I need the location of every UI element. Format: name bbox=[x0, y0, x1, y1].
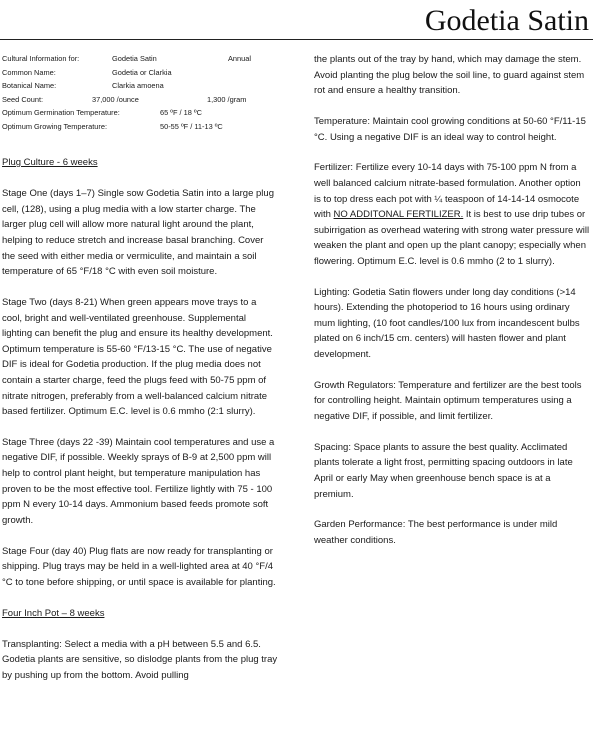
info-label: Cultural Information for: bbox=[2, 54, 80, 63]
info-value: Godetia Satin bbox=[112, 54, 157, 63]
stage-one-paragraph: Stage One (days 1–7) Single sow Godetia Satin into a large plug cell, (128), using a plug media with a low starter charge. The larger plug cell will allow more natural light around the plant, helping to reduce stretch and increase basal branching. Cover the seed with either media or vermiculite, and maintain a soil temperature of 65 °F/18 °C with even soil moisture. bbox=[2, 188, 274, 278]
info-label: Botanical Name: bbox=[2, 81, 57, 91]
title-rule bbox=[0, 39, 593, 40]
info-value: Annual bbox=[228, 54, 252, 63]
fertilizer-text: Fertilizer: Fertilize every 10-14 days with 75-100 ppm N from a well balanced calcium nitrate-based formulation. Another option is to top dress each pot with ¼ teaspoon of 14-14-14 osmocote with bbox=[314, 162, 581, 221]
right-column bbox=[314, 52, 590, 564]
info-label: Optimum Germination Temperature: bbox=[2, 108, 120, 118]
left-column bbox=[2, 155, 278, 699]
fertilizer-text-end: It is best to use drip tubes or subirrigation as overhead watering with strong water pressure will weaken the plant and open up the plant canopy; especially when flowering. Optimum E.C. level is 0.6 mmho (2 to 1 slurry). bbox=[314, 209, 590, 267]
page-title: Godetia Satin bbox=[424, 4, 589, 37]
info-row-seed bbox=[2, 93, 302, 107]
info-label: Optimum Growing Temperature: bbox=[2, 121, 108, 131]
transplanting-paragraph: Transplanting: Select a media with a pH between 5.5 and 6.5. Godetia plants are sensitive, so dislodge plants from the plug tray by pushing up from the bottom. Avoid pulling bbox=[2, 638, 278, 681]
garden-performance-paragraph: Garden Performance: The best performance is under mild weather conditions. bbox=[314, 519, 558, 546]
info-row-germination bbox=[2, 106, 302, 120]
info-row-growing bbox=[2, 120, 302, 134]
info-value: Clarkia amoena bbox=[112, 81, 164, 91]
info-row-cultural bbox=[2, 52, 302, 66]
stage-two-paragraph: Stage Two (days 8-21) When green appears move trays to a cool, bright and well-ventilated greenhouse. Supplemental lighting can benefit the plug and ensure its healthy development. Optimum temperature is 55-60 °F/13-15 °C. The use of negative DIF is ideal for Godetia production. If the plug media does not contain a starter charge, feed the plugs feed with 50-75 ppm of nitrate nitrogen, preferably from a well-balanced calcium nitrate based fertilizer. Optimum E.C. level is 0.6 mmho (2:1 slurry). bbox=[2, 296, 273, 418]
temperature-paragraph: Temperature: Maintain cool growing conditions at 50-60 °F/11-15 °C. Using a negative DIF is an ideal way to control height. bbox=[314, 115, 586, 143]
info-value: 50-55 ºF / 11-13 ºC bbox=[160, 121, 223, 131]
stage-three-paragraph: Stage Three (days 22 -39) Maintain cool temperatures and use a negative DIF, if possible. Weekly sprays of B-9 at 2,500 ppm will help to control plant height, but temperature manipulation has proven to be the most effective tool. Fertilize lightly with 75 - 100 ppm N every 10-14 days. Ammonium based feeds promote soft growth. bbox=[2, 436, 275, 526]
stage-four-paragraph: Stage Four (day 40) Plug flats are now ready for transplanting or shipping. Plug trays may be held in a well-lighted area at 40 °F/4 °C to tone before shipping, or until space is available for planting. bbox=[2, 545, 276, 588]
heading-text: Plug Culture - 6 weeks bbox=[2, 157, 98, 168]
spacing-paragraph: Spacing: Space plants to assure the best quality. Acclimated plants tolerate a light frost, permitting spacing outdoors in late April or early May when greenhouse bench space is at a premium. bbox=[314, 441, 573, 500]
info-label: Common Name: bbox=[2, 67, 56, 77]
info-value: 65 ºF / 18 ºC bbox=[160, 108, 202, 118]
info-label: Seed Count: bbox=[2, 94, 44, 104]
fertilizer-warning: NO ADDITONAL FERTILIZER. bbox=[333, 209, 464, 221]
fertilizer-paragraph bbox=[314, 160, 590, 269]
plug-culture-heading bbox=[2, 155, 278, 171]
cultural-info-table bbox=[2, 52, 302, 134]
info-row-botanical bbox=[2, 79, 302, 93]
info-value: 37,000 /ounce bbox=[92, 94, 139, 104]
lighting-paragraph: Lighting: Godetia Satin flowers under long day conditions (>14 hours). Extending the photoperiod to 16 hours using ordinary mum lighting, (10 foot candles/100 lux from incandescent bulbs plated on 6 inch/15 cm. centers) will hasten flower and plant development. bbox=[314, 286, 580, 361]
growth-regulators-paragraph: Growth Regulators: Temperature and fertilizer are the best tools for controlling height. Maintain optimum temperatures using a negative DIF, if possible, and limit fertilizer. bbox=[314, 379, 582, 423]
transplanting-continued-paragraph: the plants out of the tray by hand, which may damage the stem. Avoid planting the plug below the soil line, to guard against stem rot and ensure a healthy transition. bbox=[314, 54, 585, 97]
heading-text: Four Inch Pot – 8 weeks bbox=[2, 607, 105, 619]
info-value: Godetia or Clarkia bbox=[112, 67, 172, 77]
info-value: 1,300 /gram bbox=[207, 94, 247, 104]
info-row-common bbox=[2, 66, 302, 80]
four-inch-pot-heading bbox=[2, 606, 278, 622]
